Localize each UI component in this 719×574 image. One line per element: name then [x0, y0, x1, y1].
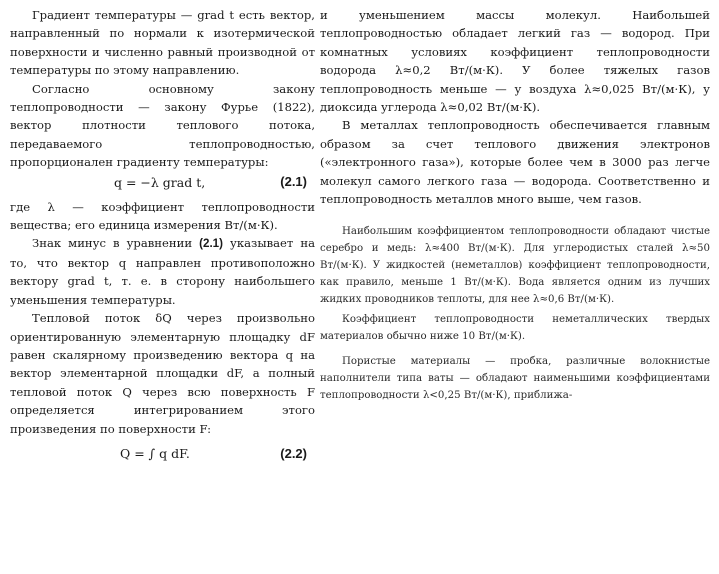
note-highest-conductivity: Наибольшим коэффициентом теплопроводности обладают чистые серебро и медь: λ≈400 Вт/(м·К). Для углеродистых сталей λ≈50 Вт/(м·К). У жидкостей (неметаллов) коэффициент теплопроводности, как правило, меньше 1 Вт/(м·К). Вода является одним из лучших жидких проводников теплоты, для нее λ≈0,6 Вт/(м·К). — [320, 226, 710, 305]
left-column — [10, 6, 315, 478]
spacer — [320, 208, 710, 224]
right-column — [320, 6, 710, 404]
paragraph-gas-conductivity: и уменьшением массы молекул. Наибольшей теплопроводностью обладает легкий газ — водород. При комнатных условиях коэффициент теплопроводности водорода λ≈0,2 Вт/(м·К). У более тяжелых газов теплопроводность меньше — у воздуха λ≈0,025 Вт/(м·К), у диоксида углерода λ≈0,02 Вт/(м·К). — [320, 8, 710, 115]
paragraph-gradient-definition: Градиент температуры — grad t есть вектор, направленный по нормали к изотермической поверхности и численно равный производной от температуры по этому направлению. — [10, 8, 315, 78]
paragraph-minus-sign — [10, 234, 315, 309]
equation-2-1 — [10, 172, 315, 198]
equation-2-1-number: (2.1) — [280, 173, 307, 189]
minus-sign-text-end: указывает на то, что вектор q направлен противоположно вектору grad t, т. е. в сторону наибольшего уменьшения температуры. — [10, 236, 315, 307]
equation-2-2-number: (2.2) — [280, 445, 307, 461]
equation-2-2 — [10, 438, 315, 478]
equation-reference: (2.1) — [199, 237, 223, 251]
equation-2-1-formula: q = −λ grad t, — [114, 174, 206, 190]
equation-2-2-formula: Q = ∫ q dF. — [120, 445, 190, 461]
paragraph-heat-flow: Тепловой поток δQ через произвольно ориентированную элементарную площадку dF равен скалярному произведению вектора q на вектор элементарной площадки dF, а полный тепловой поток Q через всю поверхность F определяется интегрированием этого произведения по поверхности F: — [10, 311, 315, 436]
note-porous-materials: Пористые материалы — пробка, различные волокнистые наполнители типа ваты — обладают наименьшими коэффициентами теплопроводности λ<0,25 Вт/(м·К), приближа- — [320, 356, 710, 401]
note-nonmetallic-solids: Коэффициент теплопроводности неметаллических твердых материалов обычно ниже 10 Вт/(м·К). — [320, 314, 710, 343]
minus-sign-text-start: Знак минус в уравнении — [32, 236, 200, 251]
paragraph-lambda-definition: где λ — коэффициент теплопроводности вещества; его единица измерения Вт/(м·К). — [10, 199, 315, 233]
paragraph-metal-conductivity: В металлах теплопроводность обеспечивается главным образом за счет теплового движения электронов («электронного газа»), которые более чем в 3000 раз легче молекул самого легкого газа — водорода. Соответственно и теплопроводность металлов много выше, чем газов. — [320, 118, 710, 207]
paragraph-fourier-law: Согласно основному закону теплопроводности — закону Фурье (1822), вектор плотности теплового потока, передаваемого теплопроводностью, пропорционален градиенту температуры: — [10, 81, 315, 170]
